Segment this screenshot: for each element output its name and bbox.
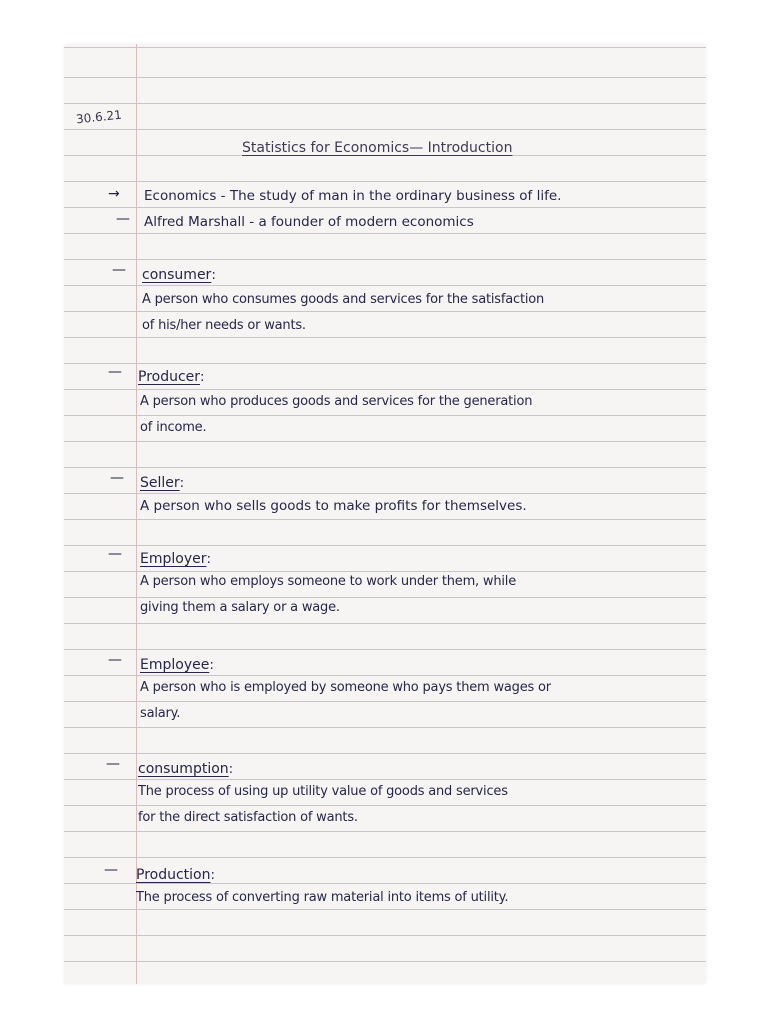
page-date: 30.6.21 — [75, 107, 123, 127]
term-suffix: : — [228, 761, 234, 777]
dash-bullet: — — [116, 211, 130, 227]
term-label: Production — [136, 867, 211, 883]
producer-def-line-1: A person who produces goods and services for the generation — [140, 394, 533, 409]
term-employee — [140, 654, 214, 673]
employer-def-line-2: giving them a salary or a wage. — [140, 600, 340, 615]
dash-bullet: — — [108, 652, 122, 668]
term-employer — [140, 548, 211, 567]
margin-line — [136, 44, 137, 984]
consumer-def-line-2: of his/her needs or wants. — [142, 318, 306, 333]
dash-bullet: — — [104, 862, 118, 878]
production-def-line-1: The process of converting raw material into items of utility. — [136, 890, 509, 905]
notebook-page — [64, 44, 706, 984]
dash-bullet: — — [112, 262, 126, 278]
dash-bullet: — — [110, 470, 124, 486]
term-suffix: : — [210, 867, 216, 883]
term-label: Employer — [140, 551, 207, 567]
employer-def-line-1: A person who employs someone to work under them, while — [140, 574, 517, 589]
term-label: Employee — [140, 657, 210, 673]
dash-bullet: — — [108, 364, 122, 380]
employee-def-line-2: salary. — [140, 706, 181, 721]
term-label: Producer — [138, 369, 201, 385]
economics-definition: Economics - The study of man in the ordinary business of life. — [144, 188, 562, 204]
term-label: Seller — [140, 475, 180, 491]
term-consumption — [138, 758, 233, 777]
page-title: Statistics for Economics— Introduction — [242, 140, 513, 156]
marshall-line: Alfred Marshall - a founder of modern economics — [144, 214, 474, 230]
term-seller — [140, 472, 184, 491]
consumer-def-line-1: A person who consumes goods and services for the satisfaction — [142, 292, 545, 307]
term-suffix: : — [200, 369, 205, 385]
term-consumer — [142, 264, 216, 283]
term-label: consumption — [138, 761, 229, 777]
term-label: consumer — [142, 267, 212, 283]
dash-bullet: — — [106, 756, 120, 772]
dash-bullet: — — [108, 546, 122, 562]
term-producer — [138, 366, 205, 385]
seller-def-line-1: A person who sells goods to make profits for themselves. — [140, 498, 527, 514]
term-suffix: : — [211, 267, 216, 283]
term-suffix: : — [209, 657, 214, 673]
producer-def-line-2: of income. — [140, 420, 207, 435]
term-production — [136, 864, 215, 883]
employee-def-line-1: A person who is employed by someone who pays them wages or — [140, 680, 551, 695]
arrow-bullet: → — [108, 186, 120, 202]
term-suffix: : — [179, 475, 185, 491]
term-suffix: : — [206, 551, 212, 567]
consumption-def-line-1: The process of using up utility value of goods and services — [138, 784, 508, 799]
consumption-def-line-2: for the direct satisfaction of wants. — [138, 810, 358, 825]
